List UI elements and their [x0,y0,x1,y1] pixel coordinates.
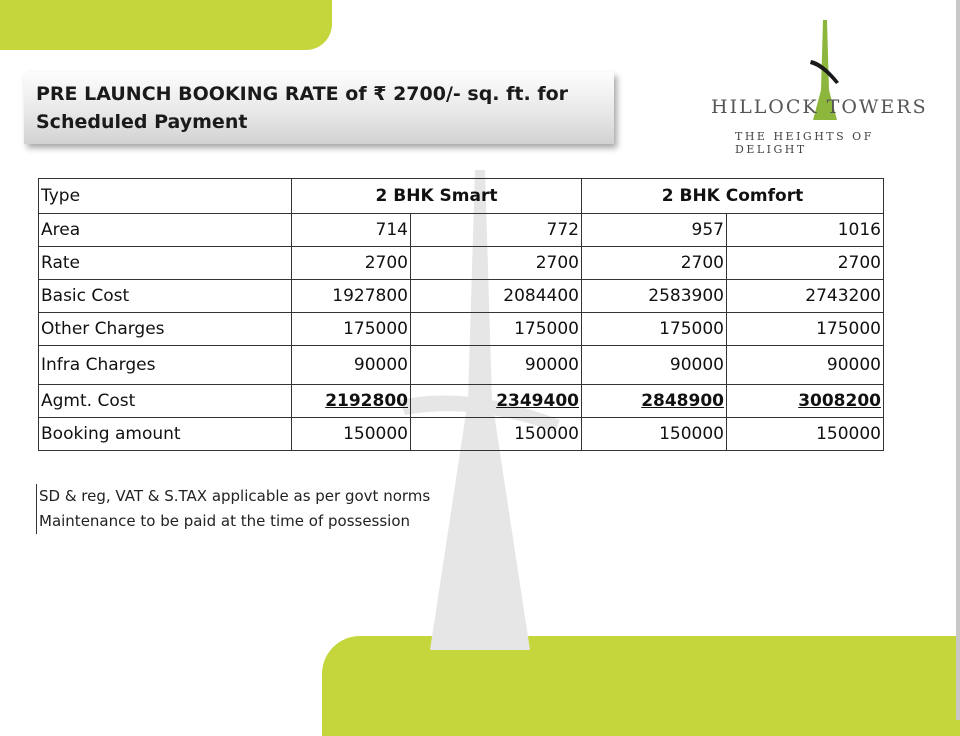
cell: 150000 [582,418,727,451]
decor-bottom-green [322,636,960,736]
slide-right-border [956,0,960,720]
notes [36,484,430,534]
cell: 2084400 [411,280,582,313]
table-row [39,214,884,247]
banner-line2: Scheduled Payment [36,111,248,133]
row-label: Other Charges [39,313,292,346]
header-type: Type [39,179,292,214]
cell: 2700 [582,247,727,280]
cell: 90000 [292,346,411,385]
hillock-towers-logo [705,20,945,156]
row-label: Infra Charges [39,346,292,385]
cell: 1927800 [292,280,411,313]
cell: 2848900 [582,385,727,418]
cell: 2700 [292,247,411,280]
pricing-table [38,178,884,451]
cell: 2192800 [292,385,411,418]
cell: 90000 [411,346,582,385]
note-line: SD & reg, VAT & S.TAX applicable as per govt norms [39,487,431,505]
cell: 175000 [582,313,727,346]
row-label: Agmt. Cost [39,385,292,418]
table-row [39,418,884,451]
table-row [39,385,884,418]
note-line: Maintenance to be paid at the time of possession [39,512,411,530]
cell: 957 [582,214,727,247]
logo-name: HILLOCK TOWERS [711,96,928,118]
cell: 2349400 [411,385,582,418]
cell: 1016 [727,214,884,247]
cell: 2700 [727,247,884,280]
row-label: Booking amount [39,418,292,451]
cell: 90000 [582,346,727,385]
row-label: Basic Cost [39,280,292,313]
table-header-row [39,179,884,214]
cell: 150000 [411,418,582,451]
cell: 175000 [411,313,582,346]
cell: 772 [411,214,582,247]
row-label: Area [39,214,292,247]
header-2bhk-smart: 2 BHK Smart [292,179,582,214]
table-row [39,346,884,385]
cell: 175000 [727,313,884,346]
cell: 2583900 [582,280,727,313]
cell: 3008200 [727,385,884,418]
banner-line1-prefix: PRE LAUNCH BOOKING RATE of [36,83,367,105]
cell: 2700 [411,247,582,280]
row-label: Rate [39,247,292,280]
decor-top-green [0,0,332,50]
logo-tagline: THE HEIGHTS OF DELIGHT [735,130,874,156]
cell: 714 [292,214,411,247]
table-row [39,247,884,280]
rupee-symbol: ₹ [373,83,387,105]
header-2bhk-comfort: 2 BHK Comfort [582,179,884,214]
banner-line1-suffix: 2700/- sq. ft. for [393,83,569,105]
cell: 175000 [292,313,411,346]
rate-banner [24,72,614,144]
cell: 150000 [727,418,884,451]
cell: 2743200 [727,280,884,313]
table-row [39,280,884,313]
table-row [39,313,884,346]
cell: 150000 [292,418,411,451]
cell: 90000 [727,346,884,385]
